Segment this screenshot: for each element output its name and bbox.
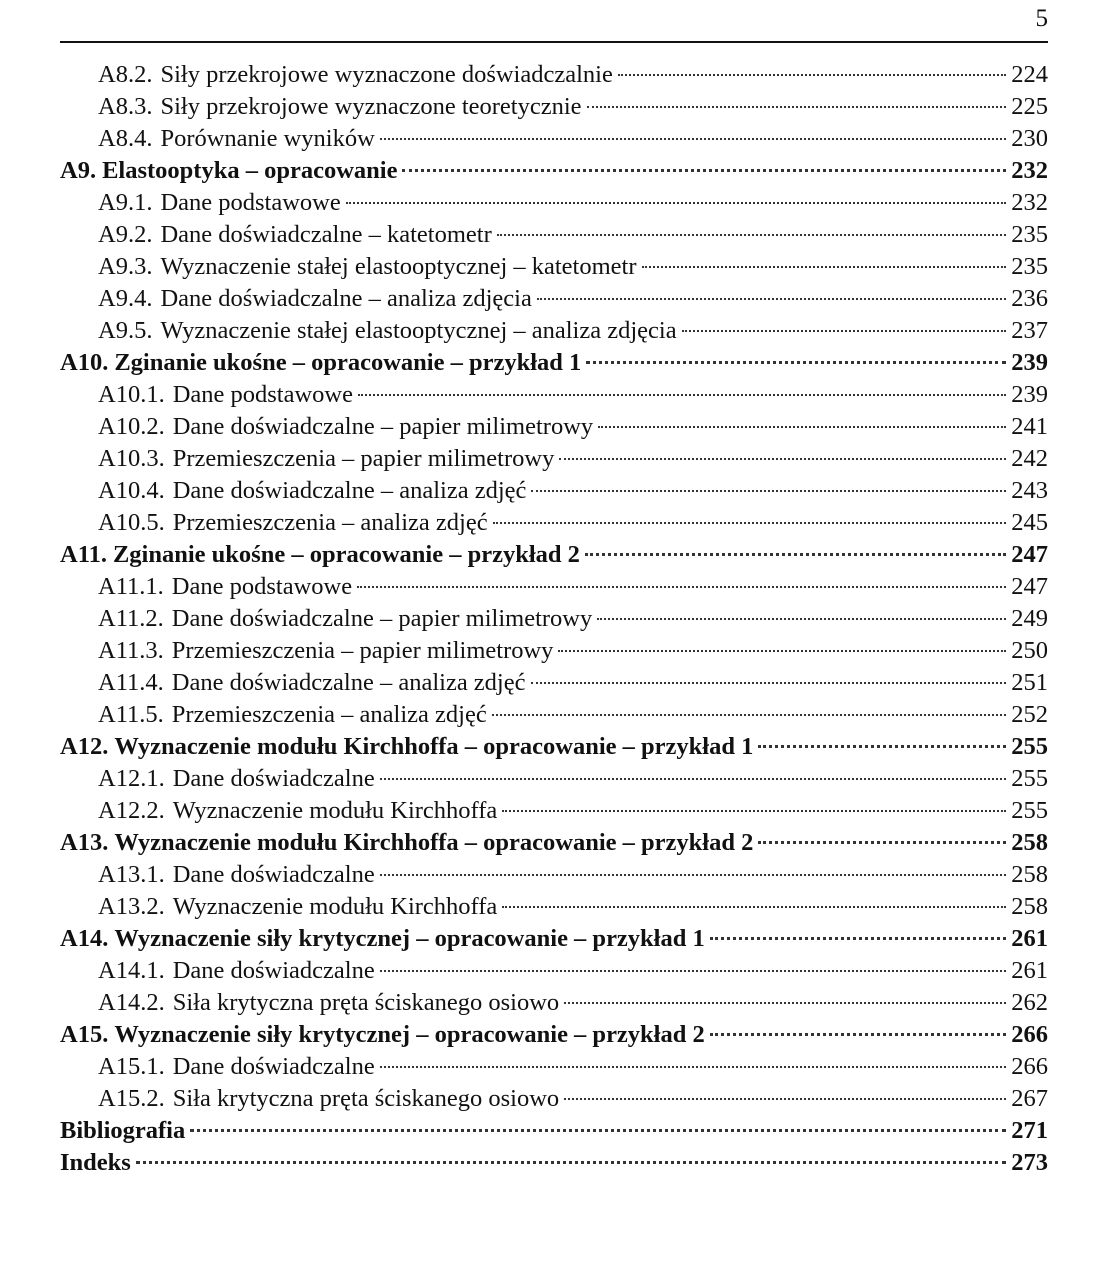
toc-entry-number: A14.2. (98, 989, 165, 1016)
dot-leader (531, 682, 1007, 684)
toc-page-number: 239 (1011, 381, 1048, 408)
toc-entry-text: Wyznaczenie modułu Kirchhoffa (172, 893, 498, 920)
toc-entry-number: A13. (60, 829, 109, 856)
toc-entry-title (98, 635, 553, 667)
dot-leader (380, 874, 1007, 876)
toc-page-number: 266 (1011, 1021, 1048, 1048)
toc-section-entry (60, 379, 1048, 411)
toc-entry-title (98, 955, 375, 987)
dot-leader (585, 553, 1006, 556)
toc-page-number: 236 (1011, 285, 1048, 312)
toc-entry-text: Wyznaczenie stałej elastooptycznej – analiza zdjęcia (160, 317, 677, 344)
toc-section-entry (60, 763, 1048, 795)
toc-entry-number: A13.2. (98, 893, 165, 920)
toc-entry-number: A14. (60, 925, 109, 952)
dot-leader (380, 970, 1007, 972)
toc-entry-number: A12. (60, 733, 109, 760)
dot-leader (597, 618, 1006, 620)
toc-entry-title (98, 443, 554, 475)
toc-entry-text: Dane doświadczalne – papier milimetrowy (172, 413, 594, 440)
toc-entry-number: A13.1. (98, 861, 165, 888)
toc-entry-number: A8.3. (98, 93, 153, 120)
toc-chapter-entry (60, 155, 1048, 187)
page-number: 5 (1035, 5, 1048, 32)
toc-page-number: 258 (1011, 829, 1048, 856)
dot-leader (558, 650, 1006, 652)
toc-section-entry (60, 635, 1048, 667)
dot-leader (587, 106, 1007, 108)
toc-page-number: 255 (1011, 765, 1048, 792)
toc-entry-title (98, 283, 532, 315)
toc-entry-text: Przemieszczenia – papier milimetrowy (172, 445, 555, 472)
toc-entry-number: A9.3. (98, 253, 153, 280)
toc-section-entry (60, 443, 1048, 475)
toc-section-entry (60, 699, 1048, 731)
toc-page-number: 232 (1011, 157, 1048, 184)
toc-entry-number: A10.1. (98, 381, 165, 408)
toc-chapter-entry (60, 1115, 1048, 1147)
toc-section-entry (60, 91, 1048, 123)
toc-entry-title (98, 411, 593, 443)
toc-entry-title (98, 699, 487, 731)
toc-entry-number: A11.3. (98, 637, 164, 664)
toc-page-number: 251 (1011, 669, 1048, 696)
toc-entry-text: Przemieszczenia – papier milimetrowy (171, 637, 554, 664)
toc-section-entry (60, 1051, 1048, 1083)
dot-leader (564, 1098, 1006, 1100)
toc-page-number: 249 (1011, 605, 1048, 632)
toc-entry-title (98, 571, 352, 603)
toc-entry-number: A14.1. (98, 957, 165, 984)
toc-section-entry (60, 1083, 1048, 1115)
toc-page-number: 273 (1011, 1149, 1048, 1176)
toc-entry-text: Wyznaczenie modułu Kirchhoffa (172, 797, 498, 824)
toc-entry-text: Siła krytyczna pręta ściskanego osiowo (172, 989, 560, 1016)
toc-entry-number: A11.5. (98, 701, 164, 728)
toc-entry-number: A10.3. (98, 445, 165, 472)
toc-entry-text: Zginanie ukośne – opracowanie – przykład 1 (114, 349, 582, 376)
toc-section-entry (60, 251, 1048, 283)
toc-page-number: 224 (1011, 61, 1048, 88)
toc-section-entry (60, 987, 1048, 1019)
toc-entry-title (60, 923, 705, 955)
toc-entry-title (98, 1083, 559, 1115)
toc-entry-text: Wyznaczenie modułu Kirchhoffa – opracowanie – przykład 1 (114, 733, 754, 760)
toc-entry-text: Dane doświadczalne (172, 765, 375, 792)
toc-entry-title (98, 1051, 375, 1083)
dot-leader (497, 234, 1007, 236)
toc-page-number: 230 (1011, 125, 1048, 152)
dot-leader (492, 714, 1007, 716)
toc-chapter-entry (60, 539, 1048, 571)
dot-leader (642, 266, 1007, 268)
toc-page-number: 261 (1011, 925, 1048, 952)
dot-leader (710, 1033, 1007, 1036)
toc-entry-text: Dane doświadczalne – papier milimetrowy (171, 605, 593, 632)
toc-entry-number: A11.1. (98, 573, 164, 600)
toc-entry-text: Dane doświadczalne – analiza zdjęć (172, 477, 527, 504)
dot-leader (136, 1161, 1006, 1164)
toc-entry-title (98, 315, 677, 347)
toc-entry-title (98, 859, 375, 891)
toc-entry-text: Porównanie wyników (160, 125, 375, 152)
dot-leader (190, 1129, 1006, 1132)
toc-chapter-entry (60, 347, 1048, 379)
toc-entry-number: A11.2. (98, 605, 164, 632)
dot-leader (380, 1066, 1007, 1068)
dot-leader (598, 426, 1006, 428)
toc-page-number: 252 (1011, 701, 1048, 728)
toc-entry-text: Elastooptyka – opracowanie (102, 157, 398, 184)
dot-leader (758, 841, 1006, 844)
toc-section-entry (60, 859, 1048, 891)
toc-page-number: 247 (1011, 573, 1048, 600)
toc-section-entry (60, 123, 1048, 155)
dot-leader (682, 330, 1007, 332)
toc-section-entry (60, 59, 1048, 91)
toc-entry-text: Indeks (60, 1149, 131, 1176)
toc-entry-text: Wyznaczenie stałej elastooptycznej – katetometr (160, 253, 637, 280)
toc-entry-text: Wyznaczenie modułu Kirchhoffa – opracowanie – przykład 2 (114, 829, 754, 856)
dot-leader (537, 298, 1006, 300)
toc-entry-title (98, 507, 488, 539)
toc-section-entry (60, 667, 1048, 699)
toc-entry-number: A11.4. (98, 669, 164, 696)
toc-entry-text: Dane doświadczalne – analiza zdjęcia (160, 285, 532, 312)
toc-page-number: 255 (1011, 733, 1048, 760)
toc-entry-text: Dane doświadczalne (172, 1053, 375, 1080)
toc-chapter-entry (60, 731, 1048, 763)
toc-entry-title (98, 603, 592, 635)
toc-entry-title (60, 827, 753, 859)
toc-entry-text: Wyznaczenie siły krytycznej – opracowanie – przykład 1 (114, 925, 705, 952)
toc-entry-number: A8.4. (98, 125, 153, 152)
toc-entry-number: A15. (60, 1021, 109, 1048)
dot-leader (357, 586, 1006, 588)
toc-section-entry (60, 283, 1048, 315)
toc-entry-text: Zginanie ukośne – opracowanie – przykład 2 (112, 541, 580, 568)
toc-section-entry (60, 955, 1048, 987)
toc-section-entry (60, 475, 1048, 507)
toc-page-number: 250 (1011, 637, 1048, 664)
toc-page-number: 262 (1011, 989, 1048, 1016)
toc-entry-text: Siły przekrojowe wyznaczone teoretycznie (160, 93, 582, 120)
toc-entry-number: A11. (60, 541, 107, 568)
dot-leader (380, 138, 1006, 140)
toc-entry-text: Siła krytyczna pręta ściskanego osiowo (172, 1085, 560, 1112)
toc-page-number: 261 (1011, 957, 1048, 984)
toc-page-number: 232 (1011, 189, 1048, 216)
toc-section-entry (60, 507, 1048, 539)
dot-leader (564, 1002, 1006, 1004)
toc-entry-title (98, 59, 613, 91)
toc-page-number: 258 (1011, 893, 1048, 920)
dot-leader (531, 490, 1006, 492)
toc-page-number: 235 (1011, 253, 1048, 280)
dot-leader (402, 169, 1006, 172)
toc-page-number: 225 (1011, 93, 1048, 120)
toc-entry-title (98, 891, 497, 923)
toc-chapter-entry (60, 827, 1048, 859)
toc-section-entry (60, 571, 1048, 603)
toc-page-number: 255 (1011, 797, 1048, 824)
toc-entry-number: A15.2. (98, 1085, 165, 1112)
toc-page-number: 258 (1011, 861, 1048, 888)
toc-entry-text: Dane doświadczalne (172, 861, 375, 888)
toc-entry-text: Dane doświadczalne – analiza zdjęć (171, 669, 526, 696)
toc-entry-title (98, 91, 582, 123)
toc-entry-number: A9. (60, 157, 97, 184)
toc-entry-number: A12.1. (98, 765, 165, 792)
toc-entry-title (60, 1147, 131, 1179)
toc-entry-title (60, 1115, 185, 1147)
dot-leader (358, 394, 1006, 396)
toc-entry-text: Dane podstawowe (171, 573, 353, 600)
toc-page-number: 239 (1011, 349, 1048, 376)
toc-entry-title (60, 731, 753, 763)
dot-leader (710, 937, 1007, 940)
toc-chapter-entry (60, 1019, 1048, 1051)
toc-entry-text: Przemieszczenia – analiza zdjęć (172, 509, 488, 536)
toc-page-number: 241 (1011, 413, 1048, 440)
dot-leader (502, 906, 1006, 908)
toc-section-entry (60, 411, 1048, 443)
dot-leader (502, 810, 1006, 812)
toc-section-entry (60, 795, 1048, 827)
toc-section-entry (60, 187, 1048, 219)
toc-chapter-entry (60, 923, 1048, 955)
toc-entry-text: Dane podstawowe (160, 189, 341, 216)
toc-entry-title (98, 667, 526, 699)
toc-entry-text: Siły przekrojowe wyznaczone doświadczalnie (160, 61, 613, 88)
toc-entry-title (98, 187, 341, 219)
toc-page-number: 271 (1011, 1117, 1048, 1144)
toc-section-entry (60, 315, 1048, 347)
dot-leader (346, 202, 1007, 204)
dot-leader (618, 74, 1006, 76)
toc-page-number: 266 (1011, 1053, 1048, 1080)
dot-leader (493, 522, 1007, 524)
dot-leader (758, 745, 1006, 748)
toc-entry-text: Wyznaczenie siły krytycznej – opracowanie – przykład 2 (114, 1021, 705, 1048)
toc-page-number: 235 (1011, 221, 1048, 248)
dot-leader (559, 458, 1006, 460)
toc-entry-number: A12.2. (98, 797, 165, 824)
toc-page-number: 267 (1011, 1085, 1048, 1112)
toc-entry-title (98, 763, 375, 795)
toc-entry-number: A10. (60, 349, 109, 376)
toc-entry-text: Bibliografia (60, 1117, 186, 1144)
toc-entry-number: A15.1. (98, 1053, 165, 1080)
toc-entry-title (60, 1019, 705, 1051)
toc-entry-number: A9.1. (98, 189, 153, 216)
toc-entry-title (98, 219, 492, 251)
toc-section-entry (60, 219, 1048, 251)
toc-entry-title (60, 347, 581, 379)
table-of-contents (60, 59, 1048, 1179)
toc-entry-number: A10.5. (98, 509, 165, 536)
toc-page-number: 237 (1011, 317, 1048, 344)
toc-entry-number: A9.5. (98, 317, 153, 344)
toc-entry-title (98, 475, 526, 507)
dot-leader (586, 361, 1006, 364)
toc-chapter-entry (60, 1147, 1048, 1179)
toc-entry-number: A10.4. (98, 477, 165, 504)
toc-page-number: 245 (1011, 509, 1048, 536)
toc-page-number: 242 (1011, 445, 1048, 472)
toc-section-entry (60, 891, 1048, 923)
toc-entry-title (98, 795, 497, 827)
toc-entry-number: A10.2. (98, 413, 165, 440)
header-rule (60, 41, 1048, 43)
toc-entry-text: Dane doświadczalne – katetometr (160, 221, 492, 248)
toc-page-number: 247 (1011, 541, 1048, 568)
toc-entry-text: Przemieszczenia – analiza zdjęć (171, 701, 487, 728)
toc-entry-text: Dane doświadczalne (172, 957, 375, 984)
toc-entry-text: Dane podstawowe (172, 381, 353, 408)
toc-page-number: 243 (1011, 477, 1048, 504)
toc-entry-title (60, 155, 397, 187)
toc-entry-title (98, 251, 637, 283)
toc-entry-title (98, 379, 353, 411)
dot-leader (380, 778, 1007, 780)
toc-entry-number: A8.2. (98, 61, 153, 88)
toc-entry-title (98, 123, 375, 155)
toc-section-entry (60, 603, 1048, 635)
toc-entry-title (60, 539, 580, 571)
toc-entry-number: A9.4. (98, 285, 153, 312)
toc-entry-title (98, 987, 559, 1019)
toc-entry-number: A9.2. (98, 221, 153, 248)
